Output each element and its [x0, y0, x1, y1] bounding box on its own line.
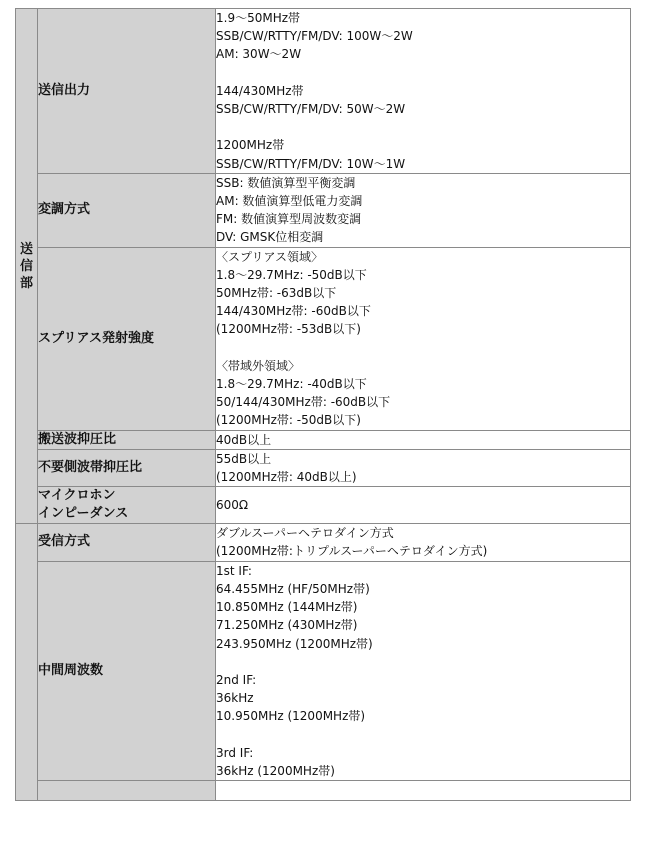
table-row: [16, 247, 631, 430]
row-label: 搬送波抑圧比: [38, 430, 216, 449]
row-value: 1st IF: 64.455MHz (HF/50MHz帯) 10.850MHz (144MHz帯) 71.250MHz (430MHz帯) 243.950MHz (1200MHz帯) 2nd IF: 36kHz 10.950MHz (1200MHz帯) 3rd IF: 36kHz (1200MHz帯): [216, 561, 631, 780]
table-row: [16, 561, 631, 780]
table-row: [16, 430, 631, 449]
tx-section-label: 送信部: [19, 241, 33, 291]
row-value: ダブルスーパーヘテロダイン方式 (1200MHz帯:トリプルスーパーヘテロダイン方式): [216, 524, 631, 561]
tx-section-header: [16, 9, 38, 524]
table-row: [16, 449, 631, 486]
row-label: スプリアス発射強度: [38, 247, 216, 430]
row-label: 受信方式: [38, 524, 216, 561]
row-value-empty: [216, 781, 631, 801]
row-value: 600Ω: [216, 487, 631, 524]
row-label: 不要側波帯抑圧比: [38, 449, 216, 486]
spec-table: [15, 8, 631, 801]
row-value: 1.9〜50MHz帯 SSB/CW/RTTY/FM/DV: 100W〜2W AM: 30W〜2W 144/430MHz帯 SSB/CW/RTTY/FM/DV: 50W〜2W 1200MHz帯 SSB/CW/RTTY/FM/DV: 10W〜1W: [216, 9, 631, 174]
row-value: 55dB以上 (1200MHz帯: 40dB以上): [216, 449, 631, 486]
table-row: [16, 524, 631, 561]
row-label: マイクロホン インピーダンス: [38, 487, 216, 524]
row-label: 送信出力: [38, 9, 216, 174]
table-row: [16, 9, 631, 174]
row-value: 〈スプリアス領域〉 1.8〜29.7MHz: -50dB以下 50MHz帯: -63dB以下 144/430MHz帯: -60dB以下 (1200MHz帯: -53dB以下) 〈帯域外領域〉 1.8〜29.7MHz: -40dB以下 50/144/430MHz帯: -60dB以下 (1200MHz帯: -50dB以下): [216, 247, 631, 430]
row-value: SSB: 数値演算型平衡変調 AM: 数値演算型低電力変調 FM: 数値演算型周波数変調 DV: GMSK位相変調: [216, 173, 631, 247]
table-row: [16, 487, 631, 524]
row-label-empty: [38, 781, 216, 801]
row-label: 中間周波数: [38, 561, 216, 780]
row-value: 40dB以上: [216, 430, 631, 449]
table-row-partial: [16, 781, 631, 801]
rx-section-header: [16, 524, 38, 801]
table-row: [16, 173, 631, 247]
row-label: 変調方式: [38, 173, 216, 247]
